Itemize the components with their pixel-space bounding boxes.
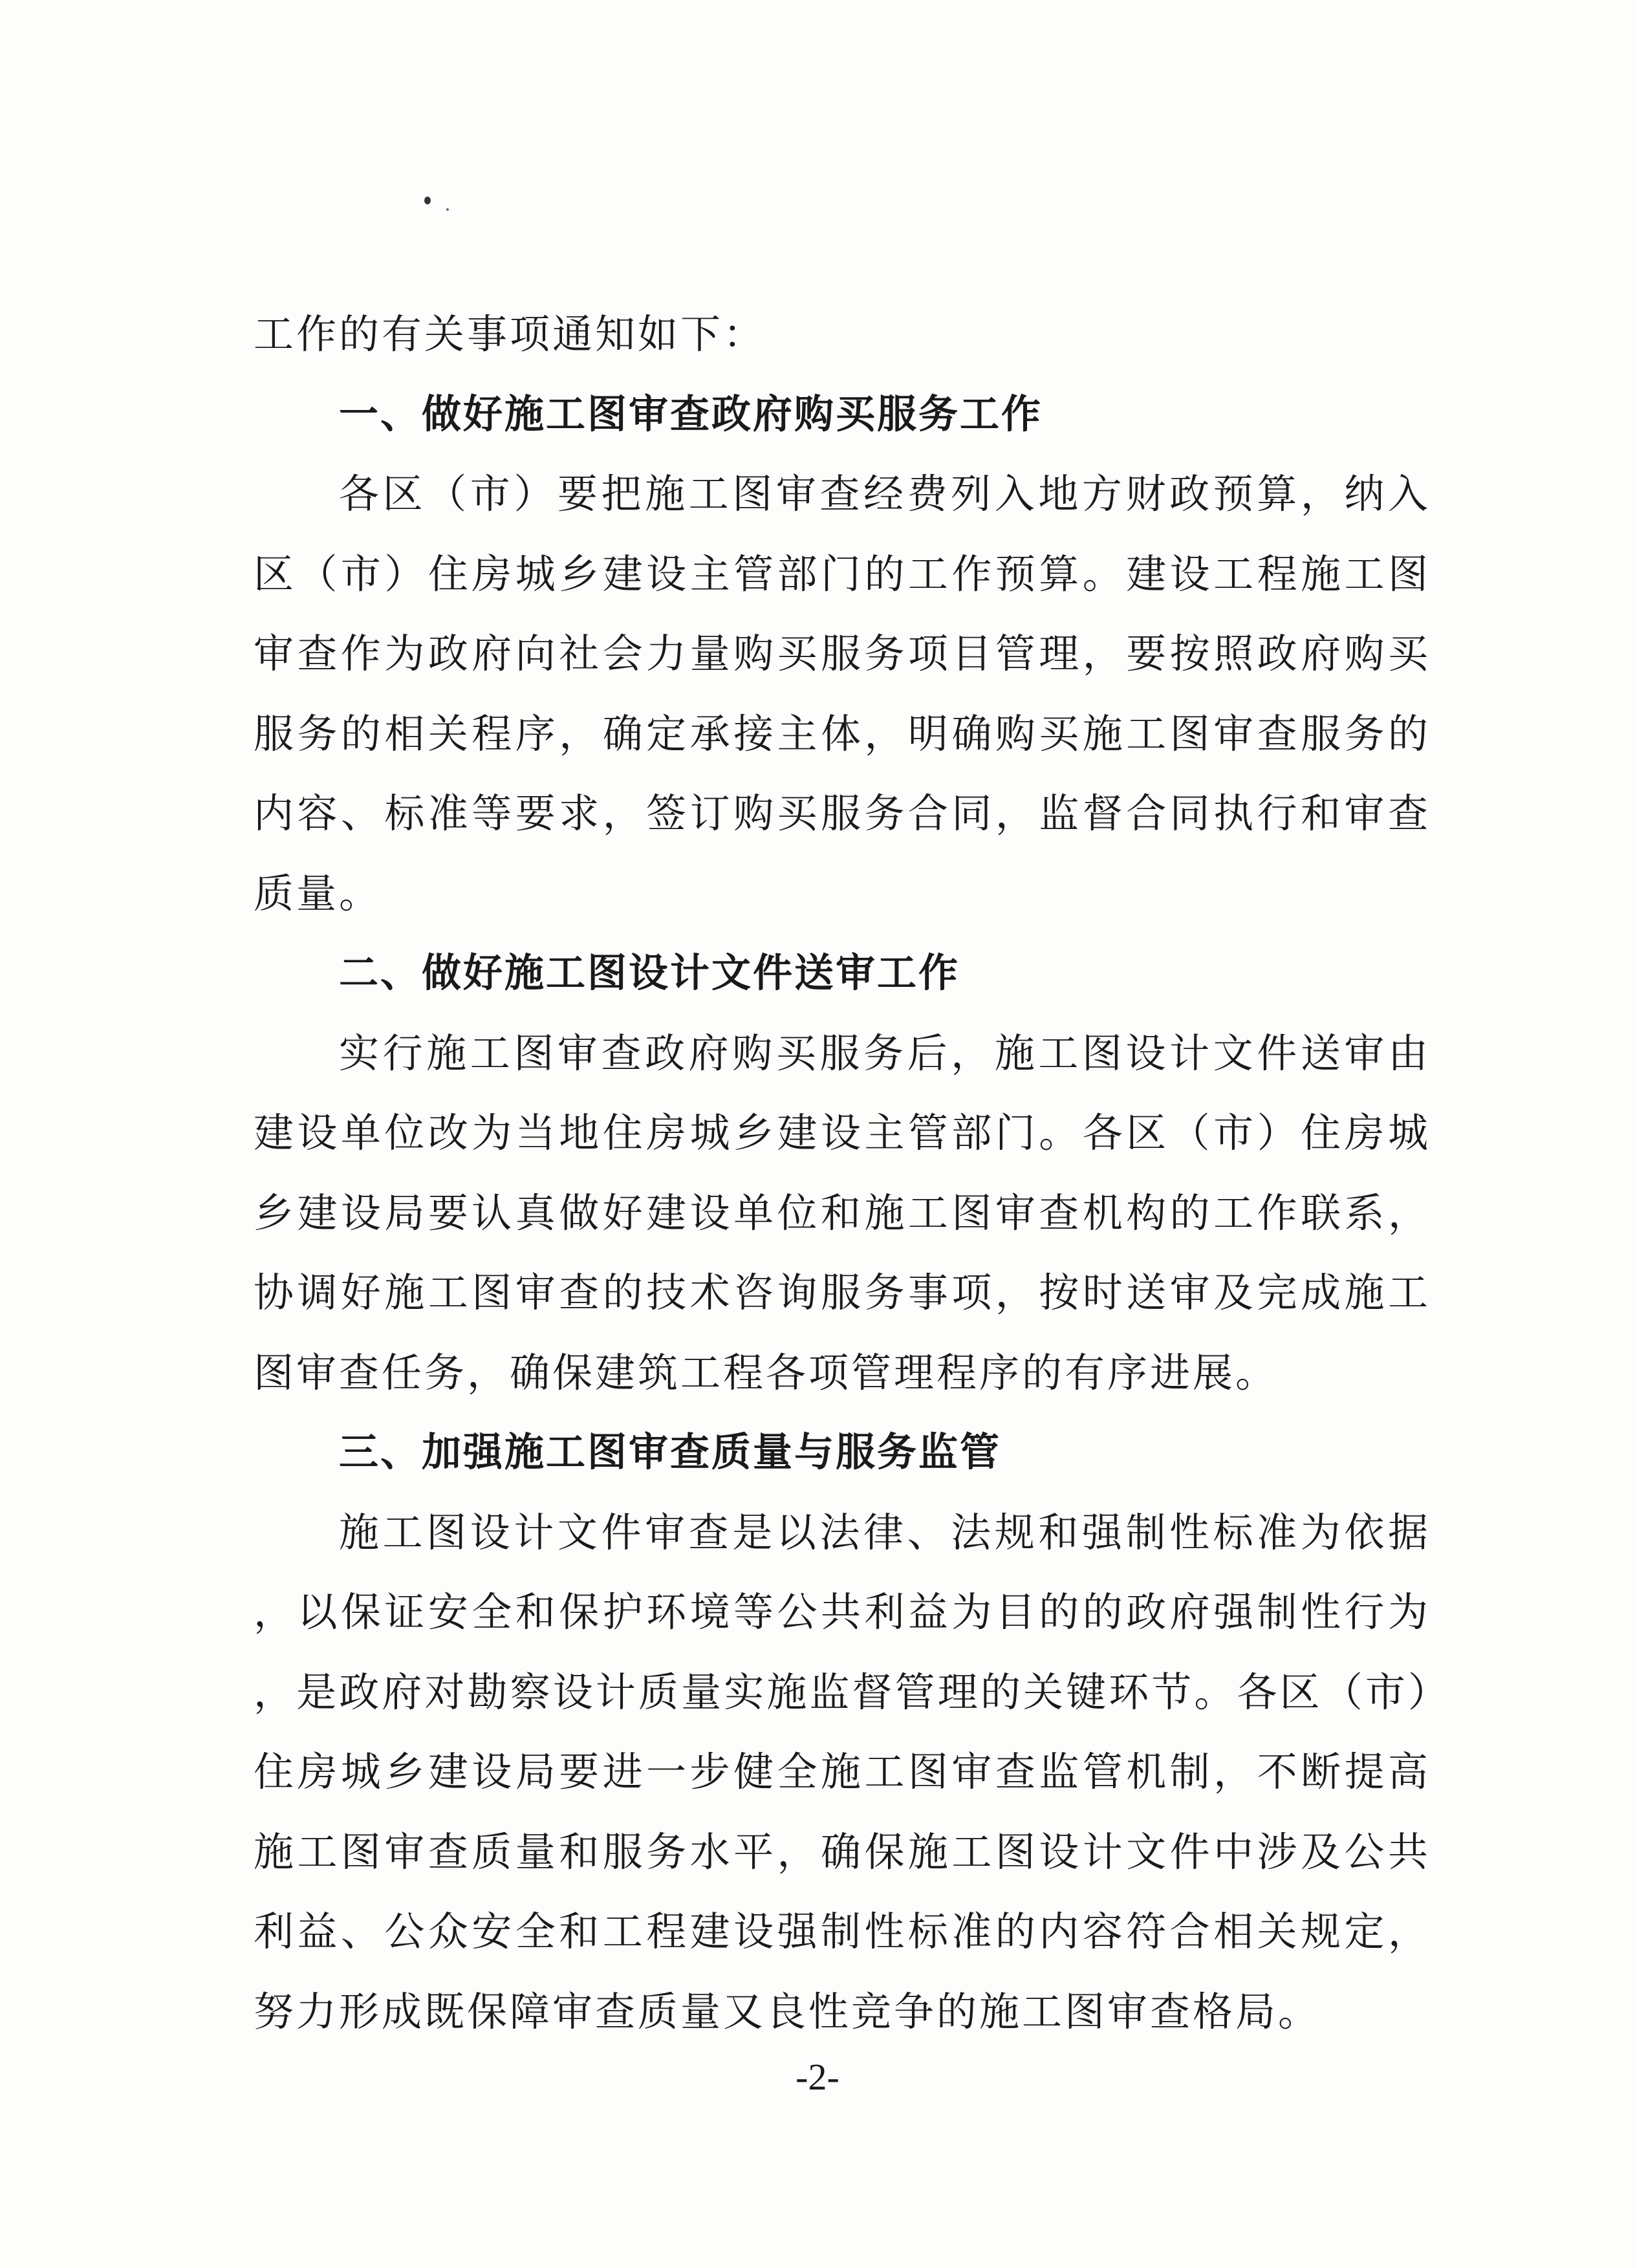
- page-number: -2-: [796, 2056, 839, 2098]
- scan-speck: [424, 197, 431, 204]
- intro-paragraph: 工作的有关事项通知如下：: [254, 310, 766, 358]
- section-body-1: 各区（市）要把施工图审查经费列入地方财政预算，纳入区（市）住房城乡建设主管部门的工作预算。建设工程施工图审查作为政府向社会力量购买服务项目管理，要按照政府购买服务的相关程序，确定承接主体，明确购买施工图审查服务的内容、标准等要求，签订购买服务合同，监督合同执行和审查质量。: [254, 470, 1431, 917]
- section-heading-3: 三、加强施工图审查质量与服务监管: [339, 1429, 1002, 1475]
- section-heading-1: 一、做好施工图审查政府购买服务工作: [339, 391, 1043, 437]
- section-body-3: 施工图设计文件审查是以法律、法规和强制性标准为依据，以保证安全和保护环境等公共利益为目的的政府强制性行为，是政府对勘察设计质量实施监督管理的关键环节。各区（市）住房城乡建设局要进一步健全施工图审查监管机制，不断提高施工图审查质量和服务水平，确保施工图设计文件中涉及公共利益、公众安全和工程建设强制性标准的内容符合相关规定，努力形成既保障审查质量又良性竞争的施工图审查格局。: [254, 1508, 1431, 2035]
- section-body-2: 实行施工图审查政府购买服务后，施工图设计文件送审由建设单位改为当地住房城乡建设主管部门。各区（市）住房城乡建设局要认真做好建设单位和施工图审查机构的工作联系，协调好施工图审查的技术咨询服务事项，按时送审及完成施工图审查任务，确保建筑工程各项管理程序的有序进展。: [254, 1029, 1431, 1396]
- scan-speck: [446, 208, 449, 211]
- document-body: [254, 294, 1431, 2051]
- section-heading-2: 二、做好施工图设计文件送审工作: [339, 950, 960, 996]
